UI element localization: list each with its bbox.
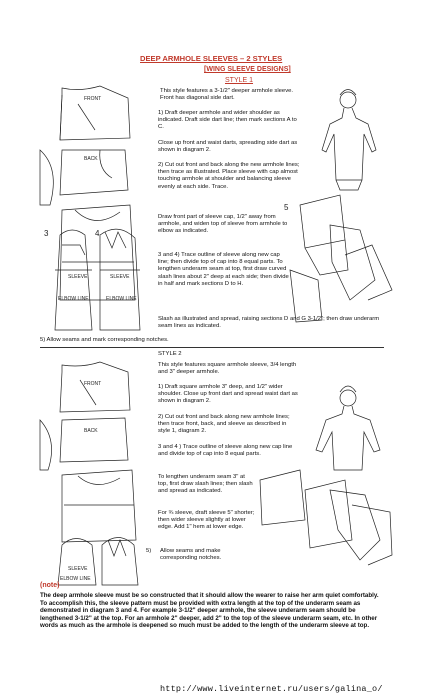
style2-step34b: To lengthen underarm seam 3" at top, first draw slash lines; then slash and spread as indicated. <box>158 474 253 495</box>
label-sleeve-3: SLEEVE <box>68 274 88 280</box>
style1-step2: 2) Cut out front and back along the new armhole lines; then trace as illustrated. Place sleeve with cap almost touching armhole at shoulder and balancing sleeve evenly at each side. Trace. <box>158 162 300 190</box>
style2-step34c: For ¾ sleeve, draft sleeve 5" shorter; then wider sleeve slightly at lower edge. Add 1" hem at lower edge. <box>158 510 255 531</box>
style1-step1: 1) Draft deeper armhole and wider shoulder as indicated. Draft side dart line; then mark sections A to C. <box>158 110 297 131</box>
style1-intro: This style features a 3-1/2" deeper armhole sleeve. Front has diagonal side dart. <box>160 88 294 102</box>
style2-step5: Allow seams and make corresponding notches. <box>160 548 222 562</box>
style1-figure-illustration <box>322 90 376 191</box>
style2-step2: 2) Cut out front and back along new armhole lines; then trace front, back, and sleeve as described in style 1, diagram 2. <box>158 414 290 435</box>
page-title: DEEP ARMHOLE SLEEVES – 2 STYLES <box>140 54 283 63</box>
section-divider <box>40 347 384 348</box>
style2-intro: This style features square armhole sleeve, 3/4 length and 3" deeper armhole. <box>158 362 297 376</box>
label-back-2: BACK <box>84 428 98 434</box>
note-body: The deep armhole sleeve must be so constructed that it should allow the wearer to raise her arm quiet comfortably. To accomplish this, the sleeve pattern must be provided with extra length at the top of the underarm seam as demonstrated in diagram 3 and 4. For example 3-1/2" deeper armhole, the sleeve underarm seam should be lengthened 3-1/2" at the top. For an armhole 2" deeper, add 2" to the top of the sleeve underarm seam, etc. In other words as much as the armhole is deepened so much must be added to the length of the underarm sleeve at top. <box>40 592 379 630</box>
style1-step34: 3 and 4) Trace outline of sleeve along new cap line; then divide top of cap into 8 equal parts. To lengthen underarm seam at top, first draw curved slash lines about 2" deep at each side; then divide in half and mark sections D to H. <box>158 252 289 287</box>
label-front-2: FRONT <box>84 381 102 387</box>
style1-heading: STYLE 1 <box>225 77 254 84</box>
label-elbow-line-s2: ELBOW LINE <box>60 576 91 582</box>
label-sleeve-s2: SLEEVE <box>68 566 88 572</box>
style1-step2b: Draw front part of sleeve cap, 1/2" away from armhole, and widen top of sleeve from armhole to elbow as indicated. <box>158 214 288 235</box>
style2-step1: 1) Draft square armhole 3" deep, and 1/2" wider shoulder. Close up front dart and spread waist dart as shown in diagram 2. <box>158 384 298 405</box>
label-front: FRONT <box>84 96 102 102</box>
label-back: BACK <box>84 156 98 162</box>
label-sleeve-4: SLEEVE <box>110 274 130 280</box>
style2-heading: STYLE 2 <box>158 351 182 357</box>
style1-step5: 5) Allow seams and mark corresponding notches. <box>40 337 169 343</box>
label-num4: 4 <box>95 229 100 238</box>
style2-figure-illustration <box>316 386 380 470</box>
page-subtitle: [WING SLEEVE DESIGNS] <box>204 66 291 73</box>
style2-step5-number: 5) <box>146 548 152 554</box>
note-heading: (note) <box>40 582 60 589</box>
label-elbow-line-4: ELBOW LINE <box>106 296 137 302</box>
style2-pattern-pieces <box>260 470 392 565</box>
label-elbow-line-3: ELBOW LINE <box>58 296 89 302</box>
style2-bodice-diagram <box>40 362 136 542</box>
label-num3: 3 <box>44 229 49 238</box>
style1-pattern-pieces <box>290 195 392 322</box>
style1-step34b: Slash as illustrated and spread, raising sections D and G 3-1/2"; then draw underarm seam lines as indicated. <box>158 316 380 330</box>
label-num5: 5 <box>284 203 289 212</box>
style1-step1b: Close up front and waist darts, spreading side dart as shown in diagram 2. <box>158 140 298 154</box>
source-url: http://www.liveinternet.ru/users/galina_o/ <box>160 684 383 694</box>
style2-step34: 3 and 4 ) Trace outline of sleeve along new cap line and divide top of cap into 8 equal parts. <box>158 444 293 458</box>
